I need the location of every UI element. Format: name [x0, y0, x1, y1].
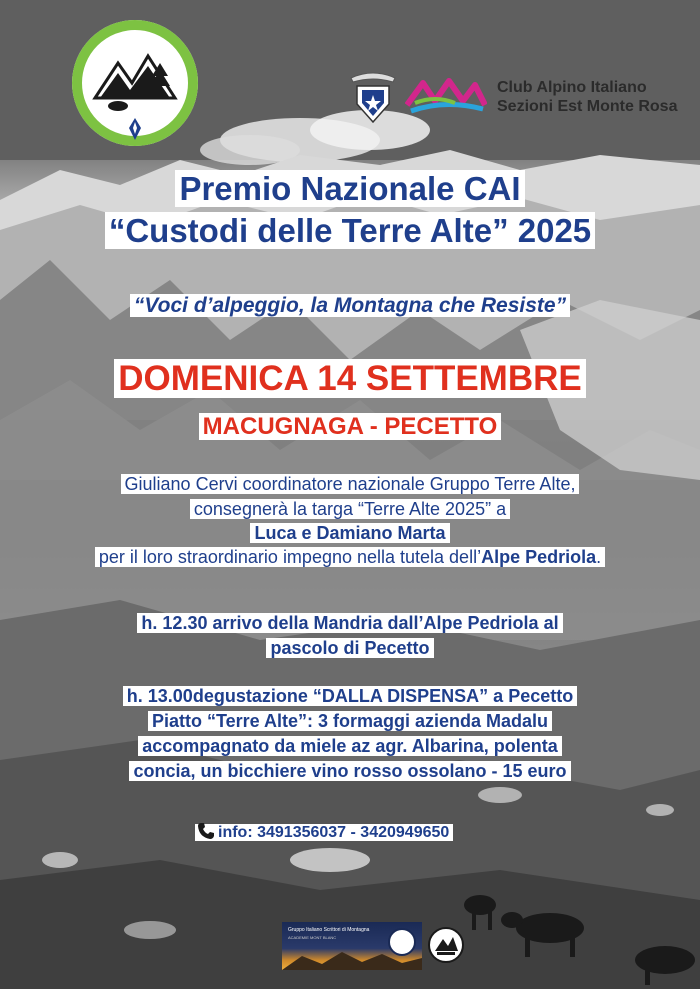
schedule-item-1-line-1-wrapper — [0, 612, 700, 635]
est-monte-rosa-logo — [405, 75, 487, 117]
location-wrapper — [0, 413, 700, 441]
award-recipients-wrapper — [0, 521, 700, 545]
event-date: DOMENICA 14 SETTEMBRE — [114, 359, 585, 398]
schedule-item-1-line-1: h. 12.30 arrivo della Mandria dall’Alpe Pedriola al — [137, 613, 562, 633]
gism-badge-line-2: ACADEMIE MONT BLANC — [288, 935, 337, 940]
award-line-2: consegnerà la targa “Terre Alte 2025” a — [190, 499, 510, 519]
contact-line — [195, 822, 453, 846]
gism-badge — [282, 922, 422, 970]
subtitle-wrapper — [0, 293, 700, 319]
award-line-4-end: . — [596, 547, 602, 567]
schedule-item-2-line-1: h. 13.00degustazione “DALLA DISPENSA” a Pecetto — [123, 686, 577, 706]
title-line-2-wrapper — [0, 213, 700, 249]
date-wrapper — [0, 359, 700, 399]
schedule-item-2-line-4: concia, un bicchiere vino rosso ossolano - 15 euro — [129, 761, 570, 781]
event-location: MACUGNAGA - PECETTO — [199, 413, 502, 440]
award-line-4-text: per il loro straordinario impegno nella tutela dell’ — [98, 547, 482, 567]
schedule-item-1-line-2-wrapper — [0, 637, 700, 660]
award-recipients: Luca e Damiano Marta — [254, 523, 446, 543]
contact-info: info: 3491356037 - 3420949650 — [218, 824, 450, 841]
cai-emblem — [345, 68, 401, 126]
award-place: Alpe Pedriola — [481, 547, 597, 567]
schedule-item-2-line-3: accompagnato da miele az agr. Albarina, polenta — [138, 736, 561, 756]
cai-club-name: Club Alpino Italiano — [497, 79, 647, 96]
award-line-1: Giuliano Cervi coordinatore nazionale Gruppo Terre Alte, — [121, 474, 580, 494]
mountain-club-seal — [428, 925, 464, 965]
phone-icon — [197, 822, 215, 846]
gism-seal — [388, 928, 416, 956]
schedule-item-2-line-1-wrapper — [0, 685, 700, 708]
award-line-2-wrapper — [0, 497, 700, 521]
schedule-item-2-line-3-wrapper — [0, 735, 700, 758]
title-line-1-wrapper — [0, 171, 700, 207]
award-line-1-wrapper — [0, 472, 700, 496]
gism-badge-line-1: Gruppo Italiano Scrittori di Montagna — [288, 927, 370, 933]
schedule-item-1-line-2: pascolo di Pecetto — [266, 638, 433, 658]
schedule-item-2-line-2-wrapper — [0, 710, 700, 733]
schedule-item-2-line-4-wrapper — [0, 760, 700, 783]
comitato-scientifico-logo — [70, 18, 200, 148]
event-subtitle: “Voci d’alpeggio, la Montagna che Resiste” — [130, 294, 570, 317]
award-line-4-wrapper — [0, 545, 700, 569]
schedule-item-2-line-2: Piatto “Terre Alte”: 3 formaggi azienda Madalu — [148, 711, 552, 731]
title-line-2: “Custodi delle Terre Alte” 2025 — [105, 212, 595, 249]
cai-sections-name: Sezioni Est Monte Rosa — [497, 98, 678, 115]
title-line-1: Premio Nazionale CAI — [175, 170, 524, 207]
